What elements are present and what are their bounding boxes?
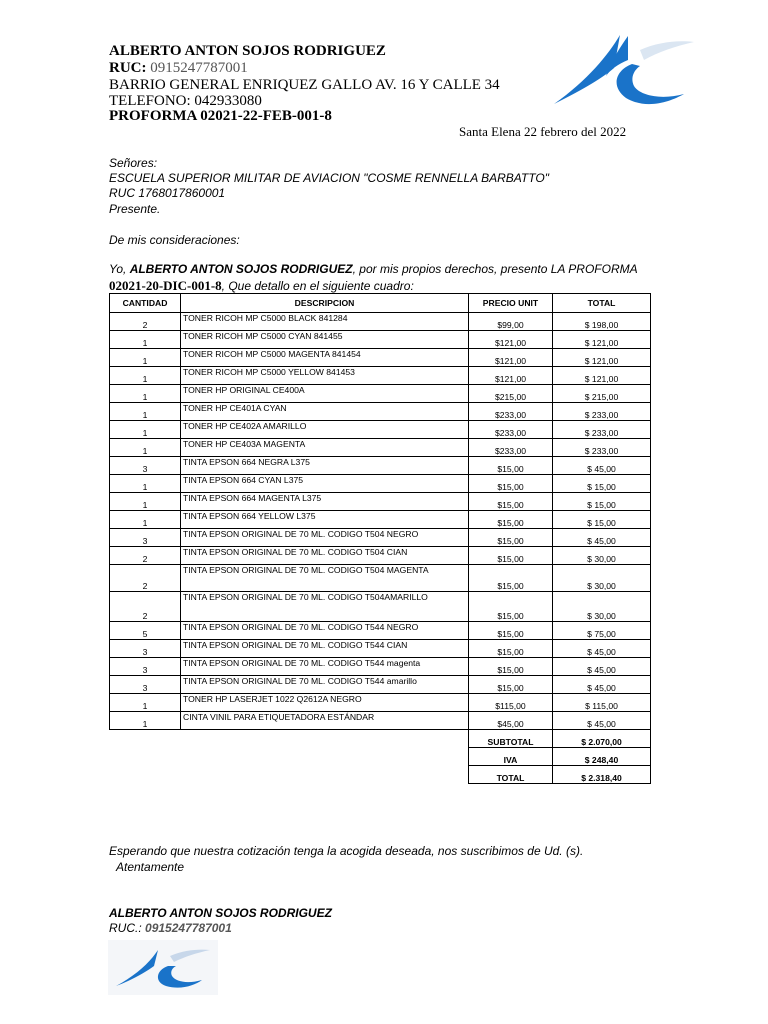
cell-price: $15,00 <box>469 565 553 592</box>
table-row <box>110 658 651 676</box>
table-row <box>110 439 651 457</box>
summary-label: TOTAL <box>469 766 553 784</box>
table-header-row <box>110 294 651 313</box>
cell-desc: TONER HP LASERJET 1022 Q2612A NEGRO <box>181 694 469 712</box>
cell-price: $121,00 <box>469 349 553 367</box>
cell-desc: TINTA EPSON 664 NEGRA L375 <box>181 457 469 475</box>
cell-qty: 2 <box>110 592 181 622</box>
summary-label: IVA <box>469 748 553 766</box>
cell-desc: TONER RICOH MP C5000 MAGENTA 841454 <box>181 349 469 367</box>
empty-cell <box>110 730 181 748</box>
atentamente-text: Atentamente <box>116 860 185 874</box>
table-row <box>110 676 651 694</box>
cell-desc: TINTA EPSON ORIGINAL DE 70 ML. CODIGO T544 amarillo <box>181 676 469 694</box>
table-row <box>110 694 651 712</box>
cell-qty: 1 <box>110 712 181 730</box>
cell-qty: 1 <box>110 511 181 529</box>
cell-price: $15,00 <box>469 592 553 622</box>
table-row <box>110 712 651 730</box>
table-row <box>110 493 651 511</box>
cell-price: $15,00 <box>469 493 553 511</box>
cell-desc: TINTA EPSON ORIGINAL DE 70 ML. CODIGO T504 NEGRO <box>181 529 469 547</box>
proforma-number: PROFORMA 02021-22-FEB-001-8 <box>109 108 332 124</box>
cell-total: $ 30,00 <box>553 565 651 592</box>
cell-total: $ 75,00 <box>553 622 651 640</box>
intro-prefix: Yo, <box>109 262 130 276</box>
closing-text: Esperando que nuestra cotización tenga la acogida deseada, nos suscribimos de Ud. (s). <box>109 844 584 858</box>
cell-price: $15,00 <box>469 676 553 694</box>
footer-logo-icon <box>108 940 218 995</box>
cell-total: $ 45,00 <box>553 712 651 730</box>
cell-total: $ 15,00 <box>553 511 651 529</box>
table-row <box>110 331 651 349</box>
cell-total: $ 115,00 <box>553 694 651 712</box>
cell-price: $15,00 <box>469 511 553 529</box>
cell-qty: 3 <box>110 529 181 547</box>
ruc-label: RUC: <box>109 60 147 76</box>
cell-price: $215,00 <box>469 385 553 403</box>
signature-ruc-label: RUC.: <box>109 921 142 935</box>
greeting: De mis consideraciones: <box>109 233 240 247</box>
cell-desc: TONER RICOH MP C5000 BLACK 841284 <box>181 313 469 331</box>
empty-cell <box>110 748 181 766</box>
cell-total: $ 121,00 <box>553 331 651 349</box>
table-row <box>110 313 651 331</box>
table-row <box>110 622 651 640</box>
recipient-ruc: RUC 1768017860001 <box>109 186 226 200</box>
cell-total: $ 233,00 <box>553 403 651 421</box>
ruc-value: 0915247787001 <box>150 60 248 76</box>
cell-total: $ 233,00 <box>553 439 651 457</box>
cell-desc: TONER HP CE402A AMARILLO <box>181 421 469 439</box>
cell-qty: 3 <box>110 676 181 694</box>
cell-total: $ 45,00 <box>553 676 651 694</box>
cell-price: $15,00 <box>469 457 553 475</box>
table-row <box>110 565 651 592</box>
table-row <box>110 421 651 439</box>
company-name: ALBERTO ANTON SOJOS RODRIGUEZ <box>109 43 386 59</box>
company-logo-icon <box>548 30 698 110</box>
cell-qty: 1 <box>110 475 181 493</box>
cell-total: $ 121,00 <box>553 367 651 385</box>
cell-total: $ 30,00 <box>553 592 651 622</box>
intro-paragraph <box>109 262 638 276</box>
empty-cell <box>181 730 469 748</box>
cell-price: $233,00 <box>469 403 553 421</box>
cell-desc: TINTA EPSON 664 CYAN L375 <box>181 475 469 493</box>
cell-total: $ 15,00 <box>553 493 651 511</box>
table-row <box>110 457 651 475</box>
header-cantidad: CANTIDAD <box>110 294 181 313</box>
table-row <box>110 592 651 622</box>
cell-price: $233,00 <box>469 439 553 457</box>
cell-qty: 1 <box>110 439 181 457</box>
cell-price: $121,00 <box>469 331 553 349</box>
header-descripcion: DESCRIPCION <box>181 294 469 313</box>
empty-cell <box>181 748 469 766</box>
cell-desc: TONER RICOH MP C5000 CYAN 841455 <box>181 331 469 349</box>
table-row <box>110 475 651 493</box>
summary-row-iva <box>110 748 651 766</box>
cell-qty: 5 <box>110 622 181 640</box>
cell-total: $ 45,00 <box>553 640 651 658</box>
table-row <box>110 349 651 367</box>
cell-total: $ 15,00 <box>553 475 651 493</box>
cell-total: $ 121,00 <box>553 349 651 367</box>
cell-total: $ 45,00 <box>553 529 651 547</box>
empty-cell <box>181 766 469 784</box>
summary-value: $ 248,40 <box>553 748 651 766</box>
cell-desc: TINTA EPSON ORIGINAL DE 70 ML. CODIGO T504 CIAN <box>181 547 469 565</box>
cell-desc: TINTA EPSON 664 MAGENTA L375 <box>181 493 469 511</box>
cell-qty: 1 <box>110 493 181 511</box>
cell-desc: TINTA EPSON ORIGINAL DE 70 ML. CODIGO T544 magenta <box>181 658 469 676</box>
table-row <box>110 547 651 565</box>
cell-price: $115,00 <box>469 694 553 712</box>
cell-desc: TONER HP CE403A MAGENTA <box>181 439 469 457</box>
cell-desc: TINTA EPSON ORIGINAL DE 70 ML. CODIGO T504 MAGENTA <box>181 565 469 592</box>
cell-desc: TINTA EPSON ORIGINAL DE 70 ML. CODIGO T544 NEGRO <box>181 622 469 640</box>
table-row <box>110 511 651 529</box>
cell-price: $15,00 <box>469 547 553 565</box>
document-date: Santa Elena 22 febrero del 2022 <box>459 124 627 139</box>
cell-desc: TINTA EPSON ORIGINAL DE 70 ML. CODIGO T544 CIAN <box>181 640 469 658</box>
presente-text: Presente. <box>109 202 161 216</box>
table-row <box>110 367 651 385</box>
cell-qty: 1 <box>110 349 181 367</box>
intro-suffix: , por mis propios derechos, presento LA PROFORMA <box>352 262 638 276</box>
table-row <box>110 403 651 421</box>
cell-qty: 1 <box>110 403 181 421</box>
signature-ruc-value: 0915247787001 <box>145 921 232 935</box>
cell-total: $ 233,00 <box>553 421 651 439</box>
cell-desc: TONER RICOH MP C5000 YELLOW 841453 <box>181 367 469 385</box>
proforma-suffix: , Que detallo en el siguiente cuadro: <box>221 279 414 293</box>
cell-price: $15,00 <box>469 622 553 640</box>
cell-qty: 2 <box>110 313 181 331</box>
cell-price: $121,00 <box>469 367 553 385</box>
cell-qty: 1 <box>110 421 181 439</box>
cell-qty: 3 <box>110 457 181 475</box>
cell-desc: TINTA EPSON 664 YELLOW L375 <box>181 511 469 529</box>
cell-qty: 2 <box>110 565 181 592</box>
cell-qty: 3 <box>110 658 181 676</box>
company-ruc <box>109 60 248 77</box>
cell-desc: TONER HP ORIGINAL CE400A <box>181 385 469 403</box>
cell-qty: 2 <box>110 547 181 565</box>
cell-qty: 1 <box>110 367 181 385</box>
cell-price: $233,00 <box>469 421 553 439</box>
cell-price: $45,00 <box>469 712 553 730</box>
cell-total: $ 30,00 <box>553 547 651 565</box>
cell-total: $ 215,00 <box>553 385 651 403</box>
salutation: Señores: <box>109 156 158 170</box>
company-address: BARRIO GENERAL ENRIQUEZ GALLO AV. 16 Y CALLE 34 <box>109 77 500 93</box>
summary-value: $ 2.070,00 <box>553 730 651 748</box>
cell-desc: TINTA EPSON ORIGINAL DE 70 ML. CODIGO T504AMARILLO <box>181 592 469 622</box>
summary-value: $ 2.318,40 <box>553 766 651 784</box>
proforma-code: 02021-20-DIC-001-8 <box>109 278 222 293</box>
cell-total: $ 45,00 <box>553 457 651 475</box>
cell-qty: 3 <box>110 640 181 658</box>
header-precio-unit: PRECIO UNIT <box>469 294 553 313</box>
cell-price: $15,00 <box>469 640 553 658</box>
company-phone: TELEFONO: 042933080 <box>109 93 262 109</box>
cell-qty: 1 <box>110 385 181 403</box>
cell-price: $99,00 <box>469 313 553 331</box>
cell-price: $15,00 <box>469 475 553 493</box>
signature-ruc <box>109 921 232 935</box>
intro-name: ALBERTO ANTON SOJOS RODRIGUEZ <box>129 262 353 276</box>
table-row <box>110 385 651 403</box>
table-row <box>110 529 651 547</box>
recipient-institution: ESCUELA SUPERIOR MILITAR DE AVIACION "COSME RENNELLA BARBATTO" <box>109 171 549 185</box>
summary-row-subtotal <box>110 730 651 748</box>
cell-price: $15,00 <box>469 529 553 547</box>
quotation-table <box>109 293 651 784</box>
cell-qty: 1 <box>110 331 181 349</box>
summary-row-total <box>110 766 651 784</box>
empty-cell <box>110 766 181 784</box>
cell-price: $15,00 <box>469 658 553 676</box>
cell-total: $ 198,00 <box>553 313 651 331</box>
header-total: TOTAL <box>553 294 651 313</box>
cell-total: $ 45,00 <box>553 658 651 676</box>
cell-desc: TONER HP CE401A CYAN <box>181 403 469 421</box>
cell-desc: CINTA VINIL PARA ETIQUETADORA ESTÁNDAR <box>181 712 469 730</box>
summary-label: SUBTOTAL <box>469 730 553 748</box>
table-row <box>110 640 651 658</box>
cell-qty: 1 <box>110 694 181 712</box>
signature-name: ALBERTO ANTON SOJOS RODRIGUEZ <box>109 906 332 920</box>
